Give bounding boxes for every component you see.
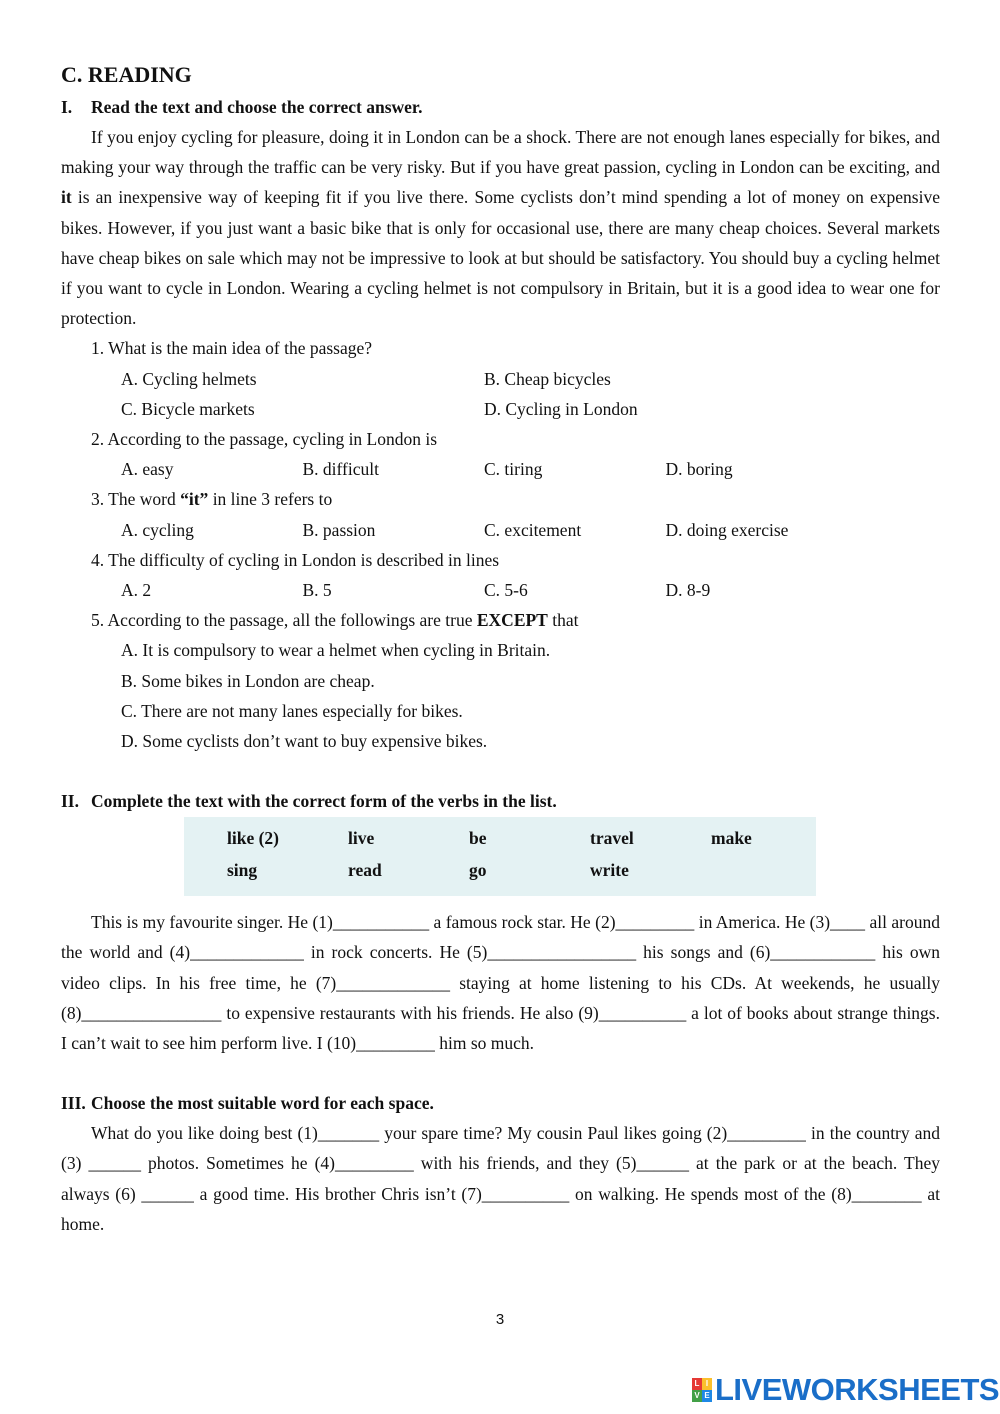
question-text: that: [547, 610, 579, 631]
part2-number: II.: [61, 791, 79, 812]
word-item: go: [469, 860, 487, 880]
option[interactable]: C. There are not many lanes especially for bikes.: [121, 700, 463, 721]
option[interactable]: D. boring: [665, 459, 733, 480]
option[interactable]: D. 8-9: [665, 580, 711, 601]
logo-text: LIVEWORKSHEETS: [715, 1372, 1000, 1407]
option[interactable]: A. cycling: [121, 519, 194, 540]
part2-fill-text: This is my favourite singer. He (1)___________ a famous rock star. He (2)_________ in America. He (3)____ all around the world and (4)_____________ in rock concerts. He (5)_________________ his songs and (6)____________ his own video clips. In his free time, he (7)_____________ staying at home listening to his CDs. At weekends, he usually (8)________________ to expensive restaurants with his friends. He also (9)__________ a lot of books about strange things. I can’t wait to see him perform live. I (10)_________ him so much.: [61, 912, 940, 1054]
word-item: make: [711, 828, 752, 848]
question-4: 4. The difficulty of cycling in London is described in lines: [91, 549, 500, 570]
question-3-options: [61, 515, 940, 545]
worksheet-page: [61, 58, 940, 1239]
option[interactable]: A. Cycling helmets: [121, 368, 257, 389]
logo-letter: L: [692, 1378, 702, 1390]
option[interactable]: C. tiring: [484, 459, 543, 480]
question-4-options: [61, 575, 940, 605]
word-list: [227, 828, 832, 892]
option[interactable]: D. doing exercise: [665, 519, 789, 540]
passage-part: If you enjoy cycling for pleasure, doing it in London can be a shock. There are not enough lanes especially for bikes, and making your way through the traffic can be very risky. But if you have great passion, cycling in London can be exciting, and: [61, 127, 940, 178]
word-item: travel: [590, 828, 634, 848]
logo-letter: E: [702, 1390, 712, 1402]
question-bold-word: “it”: [180, 489, 209, 510]
question-text: 3. The word: [91, 489, 181, 510]
question-2: 2. According to the passage, cycling in London is: [91, 429, 438, 450]
logo-letter: I: [702, 1378, 712, 1390]
part3-number: III.: [61, 1093, 86, 1114]
option[interactable]: B. 5: [302, 580, 332, 601]
word-item: [711, 860, 832, 892]
option[interactable]: D. Some cyclists don’t want to buy expensive bikes.: [121, 731, 488, 752]
word-item: read: [348, 860, 382, 880]
question-text: in line 3 refers to: [208, 489, 333, 510]
question-3: [61, 484, 940, 514]
part2-title: [61, 786, 940, 816]
part1-number: I.: [61, 97, 73, 117]
part1-title: [61, 92, 940, 122]
word-item: sing: [227, 860, 258, 880]
option[interactable]: A. 2: [121, 580, 152, 601]
option[interactable]: C. Bicycle markets: [121, 398, 255, 419]
option[interactable]: B. difficult: [302, 459, 379, 480]
option[interactable]: C. 5-6: [484, 580, 528, 601]
question-1-options: [61, 394, 940, 424]
part1-instruction: Read the text and choose the correct answer.: [91, 97, 423, 117]
reading-passage: [61, 122, 940, 333]
option[interactable]: B. passion: [302, 519, 376, 540]
question-2-options: [61, 454, 940, 484]
option[interactable]: B. Some bikes in London are cheap.: [121, 670, 375, 691]
liveworksheets-logo[interactable]: [692, 1373, 999, 1407]
question-1-options: [61, 364, 940, 394]
page-number: 3: [495, 1311, 505, 1328]
part3-title: [61, 1088, 940, 1118]
part3-fill-text: What do you like doing best (1)_______ your spare time? My cousin Paul likes going (2)_________ in the country and (3) ______ photos. Sometimes he (4)_________ with his friends, and they (5)______ at the park or at the beach. They always (6) ______ a good time. His brother Chris isn’t (7)__________ on walking. He spends most of the (8)________ at home.: [61, 1123, 940, 1234]
logo-mark-icon: [692, 1378, 712, 1402]
passage-part: is an inexpensive way of keeping fit if you live there. Some cyclists don’t mind spending a lot of money on expensive bikes. However, if you just want a basic bike that is only for occasional use, there are many cheap choices. Several markets have cheap bikes on sale which may not be impressive to look at but should be satisfactory. You should buy a cycling helmet if you want to cycle in London. Wearing a cycling helmet is not compulsory in Britain, but it is a good idea to wear one for protection.: [61, 187, 940, 329]
word-item: like (2): [227, 828, 280, 848]
passage-bold-word: it: [61, 187, 72, 208]
question-5: [61, 605, 940, 635]
section-title: C. READING: [61, 62, 192, 87]
word-item: live: [348, 828, 375, 848]
option[interactable]: B. Cheap bicycles: [484, 368, 611, 389]
option[interactable]: A. It is compulsory to wear a helmet when cycling in Britain.: [121, 640, 551, 661]
logo-letter: V: [692, 1390, 702, 1402]
option[interactable]: C. excitement: [484, 519, 582, 540]
word-item: be: [469, 828, 487, 848]
part3-instruction: Choose the most suitable word for each space.: [91, 1093, 434, 1114]
word-item: write: [590, 860, 629, 880]
question-1: 1. What is the main idea of the passage?: [91, 338, 373, 359]
part2-instruction: Complete the text with the correct form of the verbs in the list.: [91, 791, 557, 812]
question-text: 5. According to the passage, all the followings are true: [91, 610, 477, 631]
word-list-box: [184, 817, 816, 896]
question-bold-word: EXCEPT: [476, 610, 548, 631]
option[interactable]: A. easy: [121, 459, 174, 480]
option[interactable]: D. Cycling in London: [484, 398, 638, 419]
